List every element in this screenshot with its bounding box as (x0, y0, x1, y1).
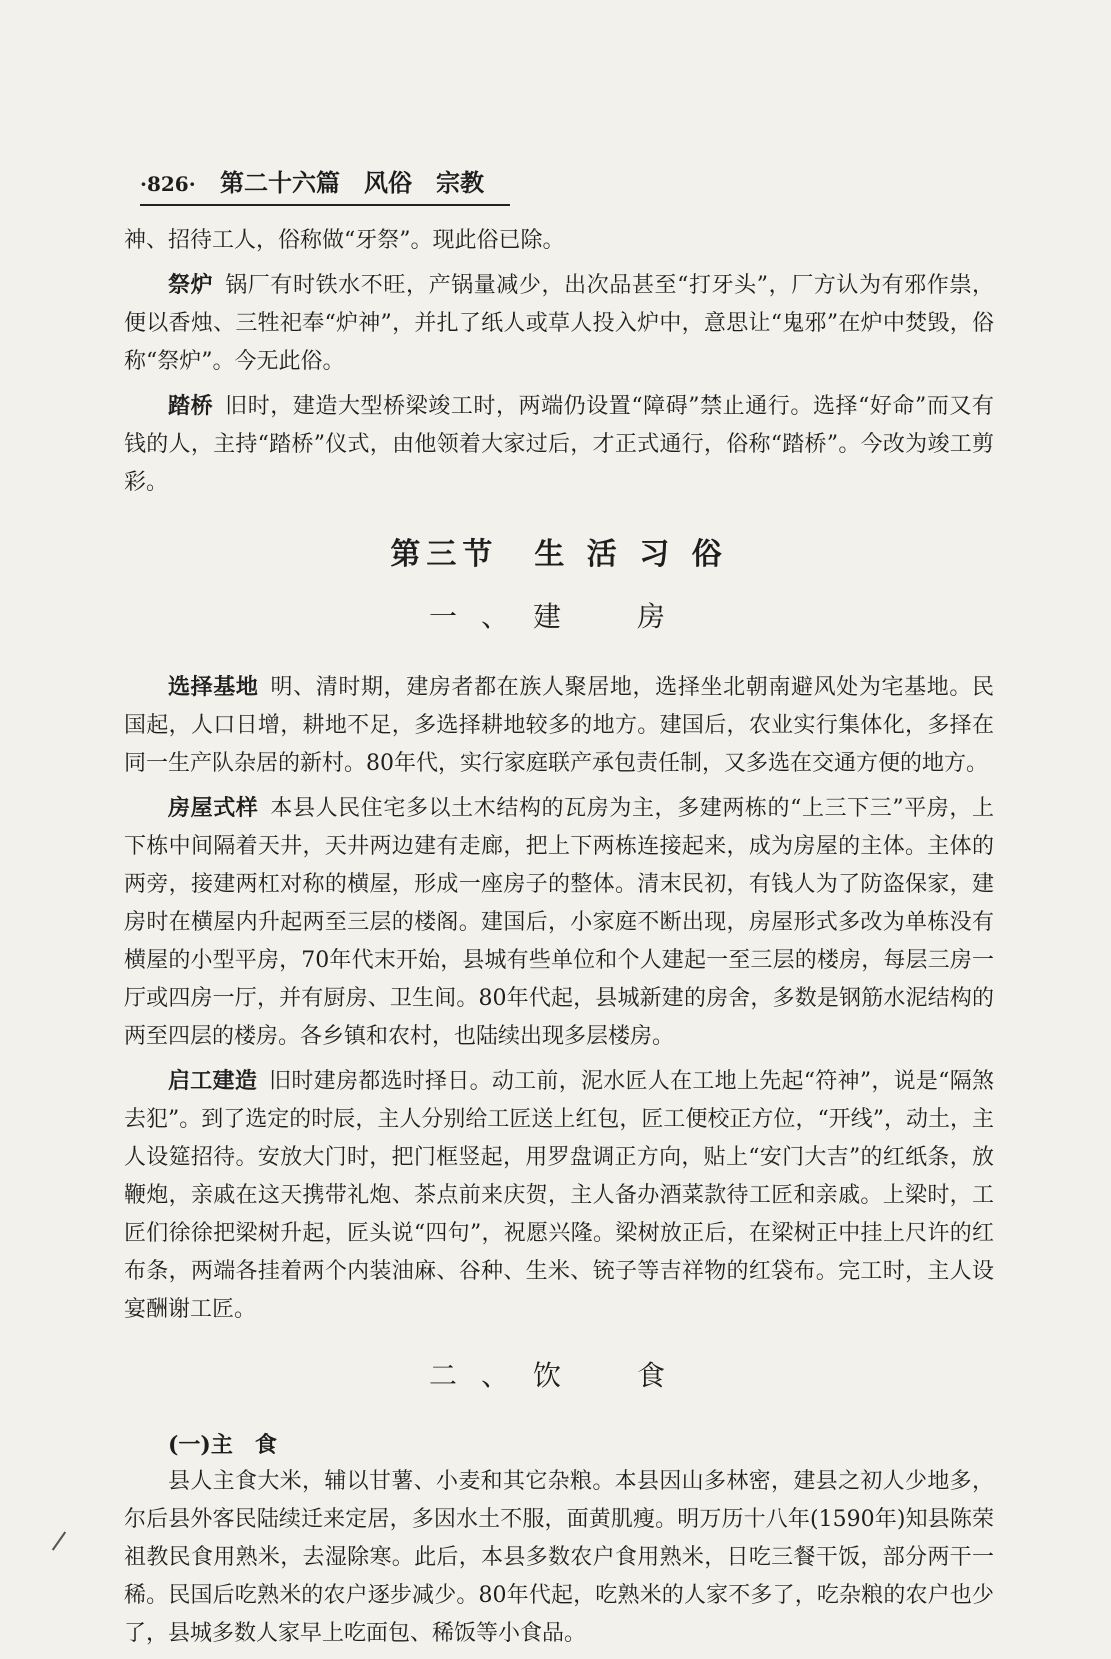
term-taqiao: 踏桥 (168, 393, 214, 419)
header-rule (140, 204, 510, 206)
subsection-title-diet: 二、饮 食 (428, 1359, 689, 1392)
term-house-style: 房屋式样 (168, 795, 259, 821)
text-taqiao: 旧时，建造大型桥梁竣工时，两端仍设置“障碍”禁止通行。选择“好命”而又有钱的人，主持“踏桥”仪式，由他领着大家过后，才正式通行，俗称“踏桥”。今改为竣工剪彩。 (124, 394, 994, 495)
text-construction: 旧时建房都选时择日。动工前，泥水匠人在工地上先起“符神”，说是“隔煞去犯”。到了选定的时辰，主人分别给工匠送上红包，匠工便校正方位，“开线”，动土，主人设筵招待。安放大门时，把门框竖起，用罗盘调正方向，贴上“安门大吉”的红纸条，放鞭炮，亲戚在这天携带礼炮、茶点前来庆贺，主人备办酒菜款待工匠和亲戚。上梁时，工匠们徐徐把梁树升起，匠头说“四句”，祝愿兴隆。梁树放正后，在梁树正中挂上尺许的红布条，两端各挂着两个内装油麻、谷种、生米、铳子等吉祥物的红袋布。完工时，主人设宴酬谢工匠。 (124, 1069, 994, 1322)
subsection-title-housing: 一、建 房 (428, 600, 689, 633)
continued-paragraph: 神、招待工人，俗称做“牙祭”。现此俗已除。 (124, 228, 565, 253)
pen-mark (52, 1531, 66, 1550)
page-body (124, 222, 994, 1659)
text-site-selection: 明、清时期，建房者都在族人聚居地，选择坐北朝南避风处为宅基地。民国起，人口日增，耕地不足，多选择耕地较多的地方。建国后，农业实行集体化，多择在同一生产队杂居的新村。80年代，实行家庭联产承包责任制，又多选在交通方便的地方。 (124, 675, 994, 776)
paragraph-site-selection (124, 668, 994, 783)
term-construction: 启工建造 (168, 1068, 258, 1094)
minor-heading-staple-food: (一)主 食 (168, 1432, 277, 1458)
text-jilu: 锅厂有时铁水不旺，产锅量减少，出次品甚至“打牙头”，厂方认为有邪作祟，便以香烛、三牲祀奉“炉神”，并扎了纸人或草人投入炉中，意思让“鬼邪”在炉中焚毁，俗称“祭炉”。今无此俗。 (124, 273, 994, 374)
text-house-style: 本县人民住宅多以土木结构的瓦房为主，多建两栋的“上三下三”平房，上下栋中间隔着天井，天井两边建有走廊，把上下两栋连接起来，成为房屋的主体。主体的两旁，接建两杠对称的横屋，形成一座房子的整体。清末民初，有钱人为了防盗保家，建房时在横屋内升起两至三层的楼阁。建国后，小家庭不断出现，房屋形式多改为单栋没有横屋的小型平房，70年代末开始，县城有些单位和个人建起一至三层的楼房，每层三房一厅或四房一厅，并有厨房、卫生间。80年代起，县城新建的房舍，多数是钢筋水泥结构的两至四层的楼房。各乡镇和农村，也陆续出现多层楼房。 (124, 796, 994, 1049)
running-header (140, 168, 510, 202)
paragraph-taqiao (124, 387, 994, 502)
paragraph-staple-food: 县人主食大米，辅以甘薯、小麦和其它杂粮。本县因山多林密，建县之初人少地多，尔后县外客民陆续迁来定居，多因水土不服，面黄肌瘦。明万历十八年(1590年)知县陈荣祖教民食用熟米，去湿除寒。此后，本县多数农户食用熟米，日吃三餐干饭，部分两干一稀。民国后吃熟米的农户逐步减少。80年代起，吃熟米的人家不多了，吃杂粮的农户也少了，县城多数人家早上吃面包、稀饭等小食品。 (124, 1469, 994, 1646)
paragraph-construction (124, 1062, 994, 1329)
section-title: 第三节 生 活 习 俗 (390, 537, 728, 572)
chapter-title: 第二十六篇 风俗 宗教 (220, 168, 485, 197)
paragraph-house-style (124, 789, 994, 1056)
term-jilu: 祭炉 (168, 272, 214, 298)
paragraph-jilu (124, 266, 994, 381)
term-site-selection: 选择基地 (168, 674, 259, 700)
page-number: ·826· (140, 172, 196, 196)
